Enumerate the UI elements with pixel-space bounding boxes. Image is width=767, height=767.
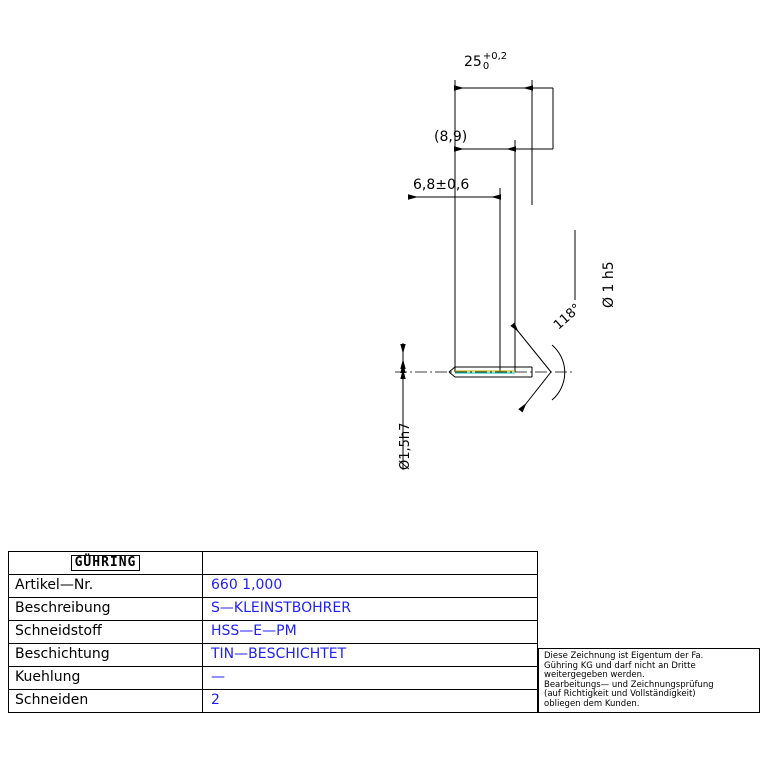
- table-row: [9, 690, 537, 713]
- table-row: [9, 598, 537, 621]
- copyright-note-box: [538, 648, 760, 713]
- row-value-kuehlung: —: [211, 669, 225, 685]
- dim-overall-length-value: 25: [464, 54, 482, 70]
- note-line: weitergegeben werden.: [544, 670, 645, 681]
- table-row: [9, 667, 537, 690]
- dim-flute-reference: (8,9): [434, 129, 468, 145]
- angle-leader-upper: [513, 325, 551, 372]
- dim-overall-length: [464, 52, 507, 72]
- note-line: Gühring KG und darf nicht an Dritte: [544, 660, 696, 671]
- row-label-kuehlung: Kuehlung: [9, 667, 203, 689]
- note-line: (auf Richtigkeit und Vollständigkeit): [544, 689, 696, 700]
- row-value-schneiden: 2: [211, 692, 220, 708]
- row-label-beschichtung: Beschichtung: [9, 644, 203, 666]
- table-row: [9, 644, 537, 667]
- row-label-beschreibung: Beschreibung: [9, 598, 203, 620]
- row-value-schneidstoff: HSS—E—PM: [211, 623, 297, 639]
- row-value-beschichtung: TIN—BESCHICHTET: [211, 646, 347, 662]
- dim-point-angle: 118°: [551, 301, 585, 334]
- title-block-logo-row: [9, 552, 537, 575]
- point-angle-arc: [552, 345, 565, 400]
- note-line: Bearbeitungs— und Zeichnungsprüfung: [544, 679, 714, 690]
- dim-tip-diameter: Ø1,5h7: [398, 422, 413, 470]
- guehring-logo: GÜHRING: [71, 555, 141, 571]
- logo-cell: [9, 552, 203, 574]
- dim-overall-length-tol-lower: 0: [482, 61, 490, 72]
- tip-upper-edge: [449, 367, 455, 372]
- title-block: [8, 551, 538, 713]
- angle-leader-lower: [521, 372, 551, 410]
- table-row: [9, 575, 537, 598]
- note-line: obliegen dem Kunden.: [544, 698, 640, 709]
- logo-row-spacer: [203, 552, 537, 574]
- dim-shank-diameter: Ø 1 h5: [601, 261, 617, 308]
- dim-overall-length-tol-upper: +0,2: [482, 51, 508, 62]
- dim-flute-length: 6,8±0,6: [413, 177, 470, 193]
- row-label-schneiden: Schneiden: [9, 690, 203, 712]
- tip-lower-edge: [449, 372, 455, 377]
- row-label-artikel-nr: Artikel—Nr.: [9, 575, 203, 597]
- note-line: Diese Zeichnung ist Eigentum der Fa.: [544, 651, 704, 661]
- row-label-schneidstoff: Schneidstoff: [9, 621, 203, 643]
- row-value-artikel-nr: 660 1,000: [211, 577, 283, 593]
- row-value-beschreibung: S—KLEINSTBOHRER: [211, 600, 351, 616]
- table-row: [9, 621, 537, 644]
